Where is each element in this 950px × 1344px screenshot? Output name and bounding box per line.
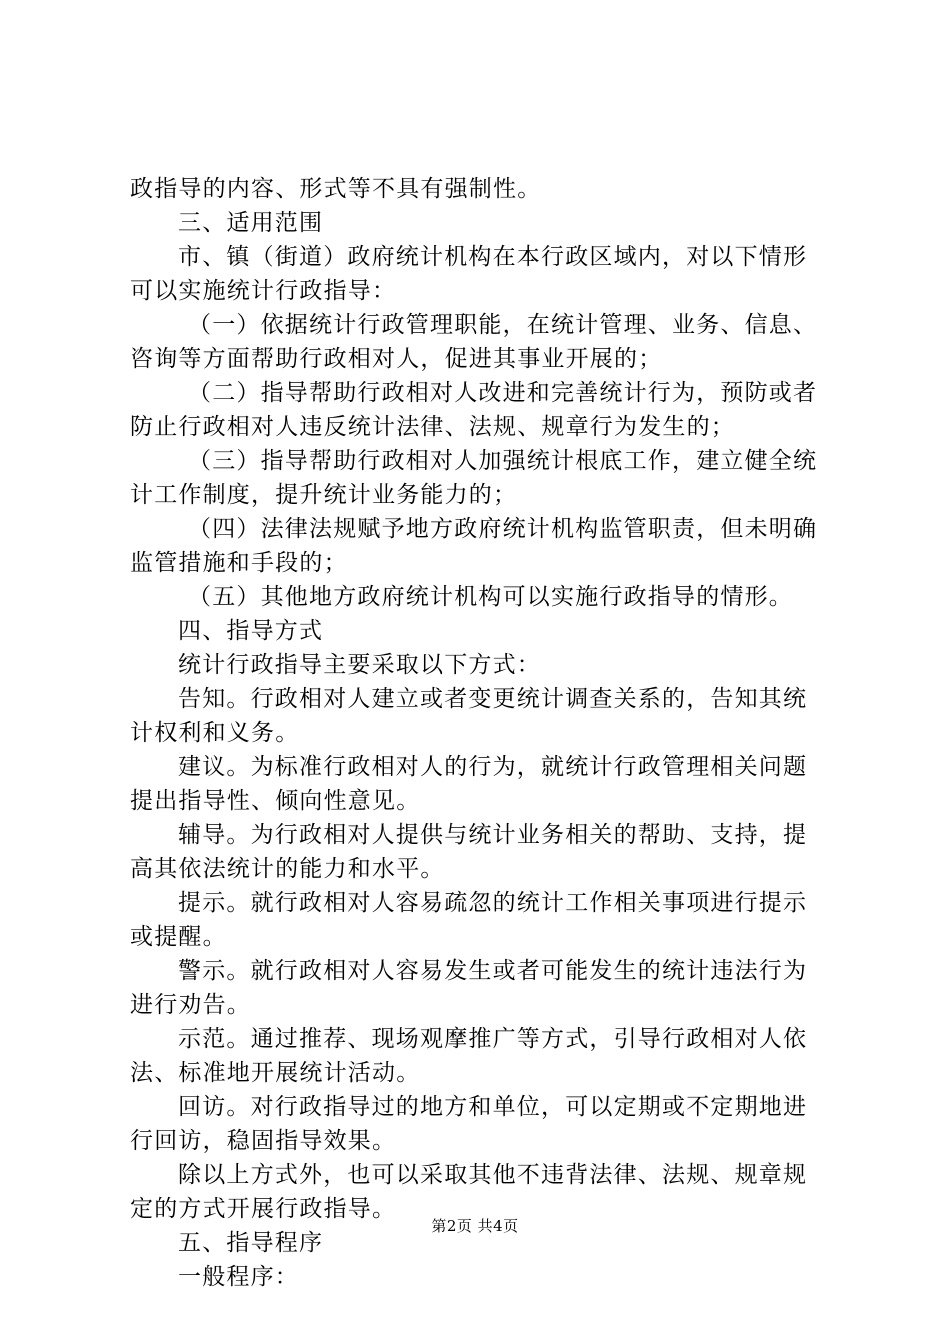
text-line: 统计行政指导主要采取以下方式： <box>178 652 541 678</box>
text-line: 一般程序： <box>178 1264 299 1290</box>
text-line: 提出指导性、倾向性意见。 <box>130 788 421 814</box>
text-line: 五、指导程序 <box>178 1230 324 1256</box>
page-footer: 第2页 共4页 <box>431 1217 519 1235</box>
text-line: （五）其他地方政府统计机构可以实施行政指导的情形。 <box>188 584 793 610</box>
text-line: 监管措施和手段的； <box>130 550 348 576</box>
text-line: 示范。通过推荐、现场观摩推广等方式，引导行政相对人依 <box>178 1026 808 1052</box>
text-line: 市、镇（街道）政府统计机构在本行政区域内，对以下情形 <box>178 244 808 270</box>
text-line: 法、标准地开展统计活动。 <box>130 1060 421 1086</box>
text-line: 可以实施统计行政指导： <box>130 278 397 304</box>
text-line: 辅导。为行政相对人提供与统计业务相关的帮助、支持，提 <box>178 822 808 848</box>
text-line: 警示。就行政相对人容易发生或者可能发生的统计违法行为 <box>178 958 808 984</box>
text-line: 或提醒。 <box>130 924 227 950</box>
text-line: 咨询等方面帮助行政相对人，促进其事业开展的； <box>130 346 663 372</box>
text-line: （一）依据统计行政管理职能，在统计管理、业务、信息、 <box>188 312 818 338</box>
text-line: 防止行政相对人违反统计法律、法规、规章行为发生的； <box>130 414 735 440</box>
text-line: （三）指导帮助行政相对人加强统计根底工作，建立健全统 <box>188 448 818 474</box>
text-line: 四、指导方式 <box>178 618 324 644</box>
text-line: 回访。对行政指导过的地方和单位，可以定期或不定期地进 <box>178 1094 808 1120</box>
text-line: 三、适用范围 <box>178 210 324 236</box>
text-line: 政指导的内容、形式等不具有强制性。 <box>130 176 542 202</box>
text-line: 高其依法统计的能力和水平。 <box>130 856 445 882</box>
text-line: 除以上方式外，也可以采取其他不违背法律、法规、规章规 <box>178 1162 808 1188</box>
text-line: 建议。为标准行政相对人的行为，就统计行政管理相关问题 <box>178 754 808 780</box>
text-line: 提示。就行政相对人容易疏忽的统计工作相关事项进行提示 <box>178 890 808 916</box>
text-line: 行回访，稳固指导效果。 <box>130 1128 397 1154</box>
text-line: 告知。行政相对人建立或者变更统计调查关系的，告知其统 <box>178 686 808 712</box>
text-line: 进行劝告。 <box>130 992 251 1018</box>
text-line: （二）指导帮助行政相对人改进和完善统计行为，预防或者 <box>188 380 818 406</box>
text-line: 计权利和义务。 <box>130 720 300 746</box>
document-body <box>130 172 840 1294</box>
text-line: 计工作制度，提升统计业务能力的； <box>130 482 518 508</box>
text-line: （四）法律法规赋予地方政府统计机构监管职责，但未明确 <box>188 516 818 542</box>
text-line: 定的方式开展行政指导。 <box>130 1196 397 1222</box>
